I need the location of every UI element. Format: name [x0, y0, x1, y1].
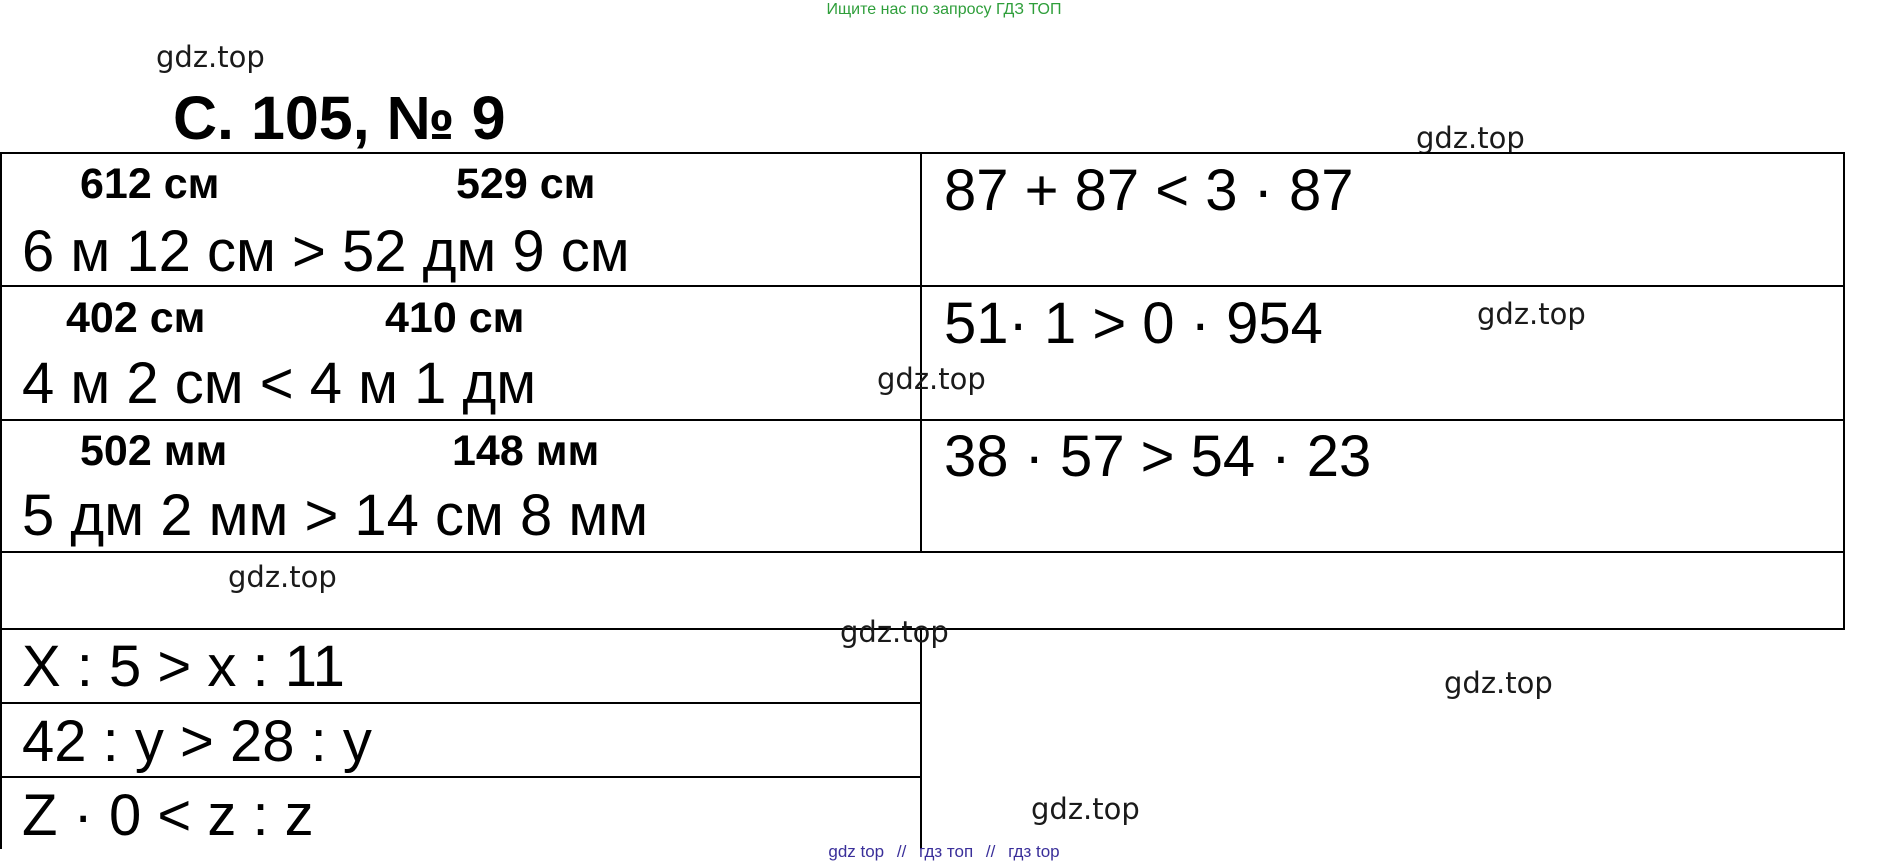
row-divider	[0, 419, 1845, 421]
row-divider	[0, 551, 1845, 553]
inequality-expression: X : 5 > x : 11	[22, 634, 345, 699]
row-divider	[0, 702, 922, 704]
watermark: gdz.top	[228, 560, 337, 594]
conversion-value: 612 см	[80, 160, 220, 208]
watermark: gdz.top	[840, 615, 949, 649]
inequality-expression: Z · 0 < z : z	[22, 783, 314, 848]
conversion-value: 410 см	[385, 294, 525, 342]
conversion-value: 148 мм	[452, 427, 600, 475]
table-border	[0, 629, 2, 849]
conversion-value: 502 мм	[80, 427, 228, 475]
bottom-links	[0, 842, 1888, 862]
watermark: gdz.top	[1416, 121, 1525, 155]
footer-link[interactable]: гдз top	[1008, 842, 1060, 861]
comparison-expression: 87 + 87 < 3 · 87	[944, 158, 1354, 223]
table-divider	[920, 152, 922, 553]
watermark: gdz.top	[877, 362, 986, 396]
row-divider	[0, 285, 1845, 287]
comparison-expression: 51· 1 > 0 · 954	[944, 291, 1323, 356]
conversion-value: 402 см	[66, 294, 206, 342]
conversion-value: 529 см	[456, 160, 596, 208]
comparison-expression: 6 м 12 см > 52 дм 9 см	[22, 219, 630, 284]
watermark: gdz.top	[1477, 297, 1586, 331]
watermark: gdz.top	[1031, 792, 1140, 826]
footer-link[interactable]: gdz top	[828, 842, 885, 861]
watermark: gdz.top	[156, 40, 265, 74]
footer-separator: //	[985, 842, 996, 861]
comparison-expression: 5 дм 2 мм > 14 см 8 мм	[22, 483, 649, 548]
row-divider	[0, 776, 922, 778]
watermark: gdz.top	[1444, 666, 1553, 700]
inequality-expression: 42 : y > 28 : y	[22, 709, 372, 774]
comparison-expression: 38 · 57 > 54 · 23	[944, 424, 1372, 489]
footer-separator: //	[896, 842, 907, 861]
top-banner[interactable]: Ищите нас по запросу ГДЗ ТОП	[826, 1, 1062, 18]
comparison-expression: 4 м 2 см < 4 м 1 дм	[22, 351, 537, 416]
footer-link[interactable]: гдз топ	[919, 842, 974, 861]
table-border	[920, 629, 922, 849]
page-title: С. 105, № 9	[173, 84, 506, 152]
